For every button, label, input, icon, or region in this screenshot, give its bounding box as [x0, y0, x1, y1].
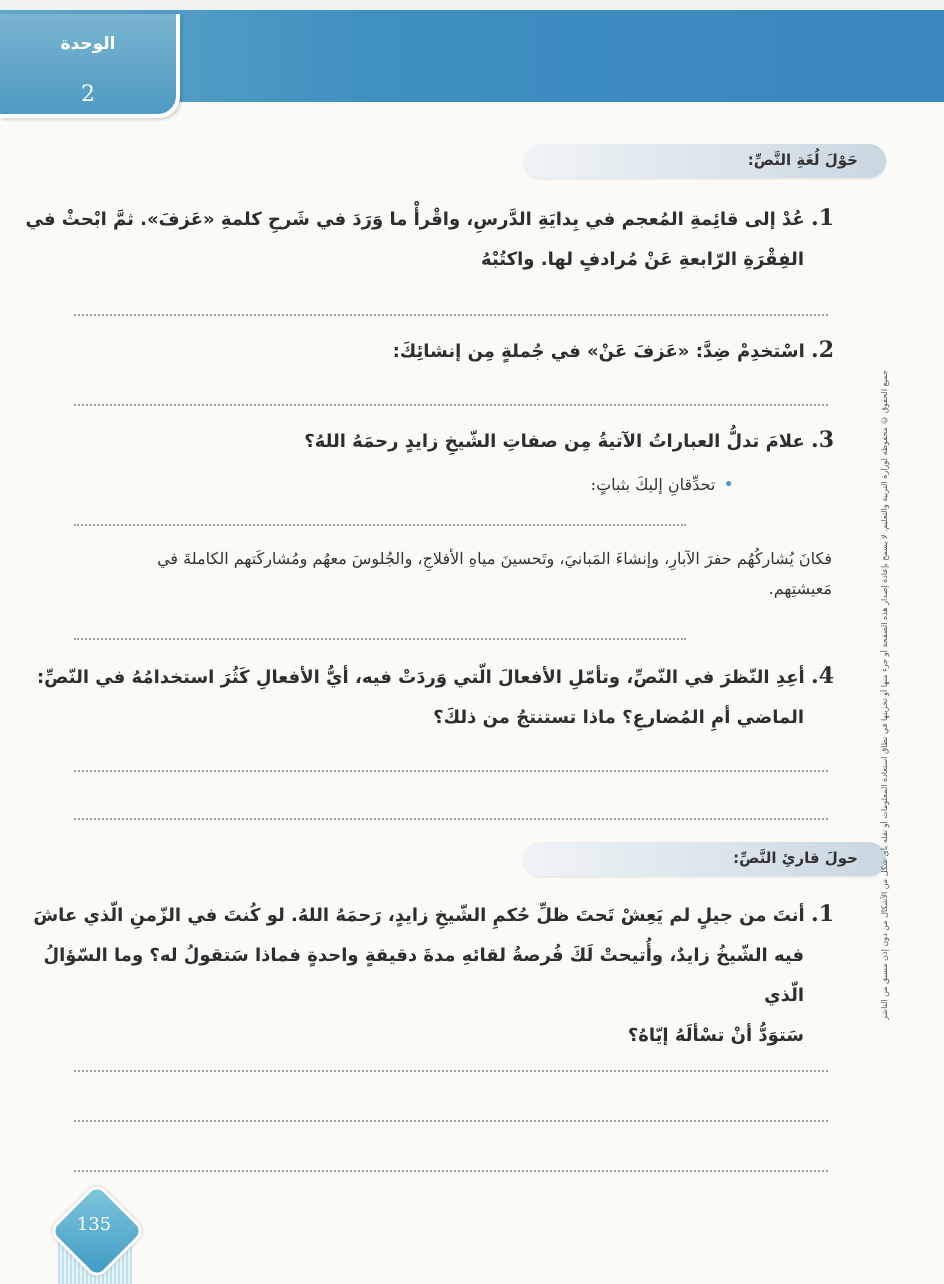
section-header-language [524, 144, 886, 178]
answer-line[interactable] [74, 524, 686, 526]
question-number: 3. [811, 427, 834, 453]
answer-line[interactable] [74, 1070, 828, 1072]
question-text: اسْتخدِمْ ضِدَّ: «عَزفَ عَنْ» في جُملةٍ مِن إنشائِكَ: [392, 341, 805, 362]
page-number: 135 [76, 1214, 112, 1235]
question-text-cont: الفِقْرَةِ الرّابعةِ عَنْ مُرادفٍ لها. واكتُبْهُ [481, 249, 804, 270]
reader-question-1 [0, 894, 834, 1056]
question-text: علامَ تدلُّ العباراتُ الآتيةُ مِن صفاتِ الشّيخِ زايدٍ رحمَهُ اللهُ؟ [304, 431, 805, 452]
question-text-cont: سَتوَدُّ أنْ تسْألَهُ إيّاهُ؟ [627, 1025, 804, 1046]
question-3-bullet [591, 474, 734, 495]
question-3-quote: فكانَ يُشاركُهُم حفرَ الآبارِ، وإنشاءَ المَبانيَ، وتَحسينَ مياهِ الأفلاجِ، والجُلوسَ معهُم ومُشاركَتهم الكاملةَ في مَعيشتِهم. [157, 549, 832, 598]
section-header-reader [524, 842, 886, 876]
question-number: 4. [811, 663, 834, 689]
unit-label: الوحدة [60, 34, 116, 54]
bullet-text: تحدِّقانِ إليكَ بثباتٍ: [590, 475, 716, 494]
question-4 [37, 656, 834, 738]
bullet-icon: • [723, 474, 734, 495]
question-text-cont: الماضي أمِ المُضارعِ؟ ماذا تستنتجُ من ذلكَ؟ [433, 707, 804, 728]
answer-line[interactable] [74, 1170, 828, 1172]
question-2 [393, 330, 834, 372]
unit-tab [0, 14, 180, 118]
question-text: أنتَ من جيلٍ لم يَعِشْ تَحتَ ظلِّ حُكمِ الشّيخِ زايدٍ، رَحمَهُ اللهُ. لو كُنتَ في الزّمنِ الّذي عاشَ [33, 905, 805, 926]
copyright-note: جميع الحقوق © محفوظة لوزارة التربية والتعليم. لا يسمح بإعادة إصدار هذه الصفحة أو جزء منها أو تخزينها في نطاق استعادة المعلومات أو نقله بأي شكل من الأشكال من دون إذن مسبق من الناشر [880, 370, 889, 1020]
question-text: أعِدِ النّظرَ في النّصِّ، وتأمّلِ الأفعالَ الّتي وَردَتْ فيه، أيُّ الأفعالِ كَثُرَ استخدامُهُ في النّصِّ: [36, 667, 805, 688]
answer-line[interactable] [74, 1120, 828, 1122]
question-number: 1. [811, 205, 834, 231]
section-title-language: حَوْلَ لُغَةِ النَّصِّ: [747, 151, 858, 169]
unit-number: 2 [81, 82, 95, 107]
answer-line[interactable] [74, 314, 828, 316]
question-1 [26, 198, 834, 280]
section-title-reader: حولَ قارئِ النَّصِّ: [733, 849, 858, 867]
answer-line[interactable] [74, 770, 828, 772]
question-number: 1. [811, 901, 834, 927]
question-3 [304, 420, 834, 462]
answer-line[interactable] [74, 638, 686, 640]
question-text: عُدْ إلى قائِمةِ المُعجم في بِدايَةِ الدَّرسِ، واقْرأْ ما وَرَدَ في شَرحِ كلمةِ «عَزفَ». ثمَّ ابْحثْ في [25, 209, 805, 230]
page-number-badge [56, 1190, 132, 1266]
question-number: 2. [811, 337, 834, 363]
question-text-cont: فيه الشّيخُ زايدٌ، وأُتيحتْ لَكَ فُرصةُ لقائهِ مدةَ دقيقةٍ واحدةٍ فماذا سَتقولُ له؟ وما السّؤالُ الّذي [43, 945, 804, 1006]
answer-line[interactable] [74, 818, 828, 820]
answer-line[interactable] [74, 404, 828, 406]
